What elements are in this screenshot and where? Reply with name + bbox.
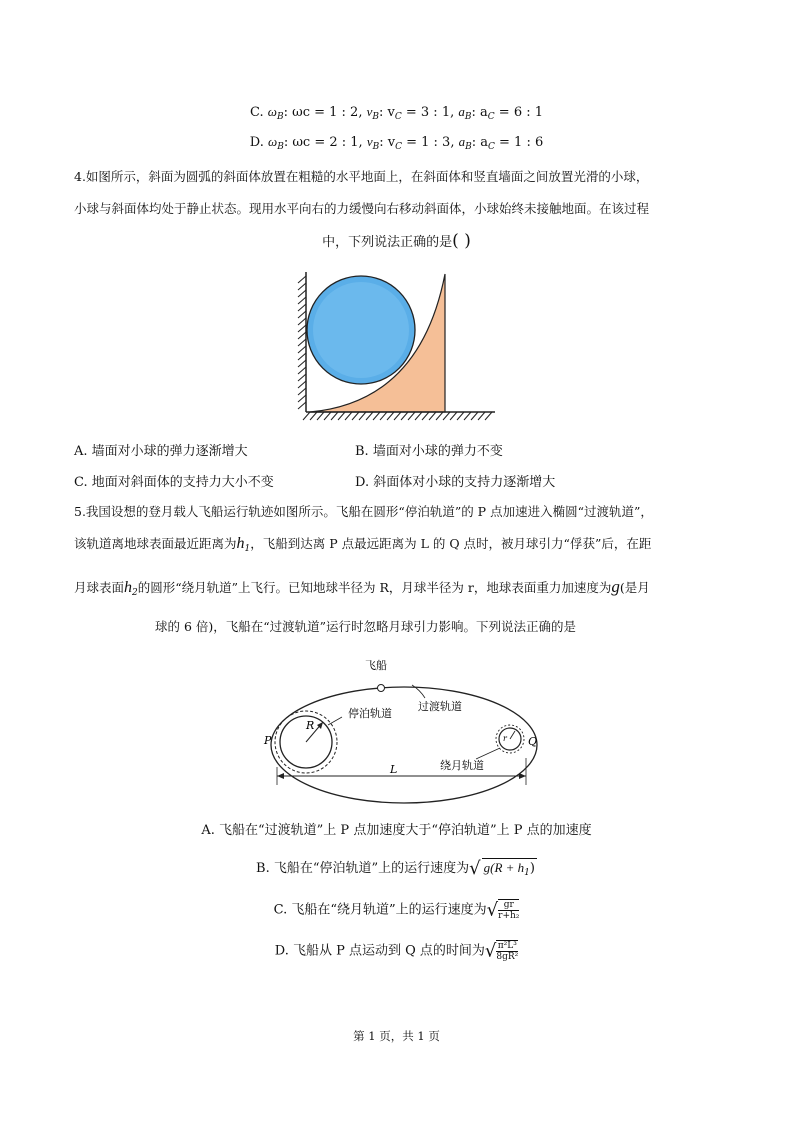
label-parking: 停泊轨道 [348,707,392,720]
label-P: P [264,734,272,747]
q4-stem-line3: 中，下列说法正确的是( ) [322,231,471,251]
label-R: R [306,719,315,732]
ground-hatch-mark [464,412,471,420]
ground-hatch-mark [415,412,422,420]
wall-hatch-mark [298,374,306,381]
ground-hatch-mark [387,412,394,420]
ground-hatch-mark [310,412,317,420]
wall-hatch-mark [298,325,306,332]
q5-option-d: D. 飞船从 P 点运动到 Q 点的时间为√ $\frac{\text{π²L³}}{\text{8gR²}}$ [274,940,519,962]
q4-stem-line1: 4.如图所示，斜面为圆弧的斜面体放置在粗糙的水平地面上，在斜面体和竖直墙面之间放置光滑的小球， [74,169,649,184]
ground-hatch-mark [331,412,338,420]
wall-hatch-mark [298,276,306,283]
q3-option-d: D. $\omega_B$: ωc = 2 : 1, $v_B$: $v_C = 1$ : 3, $a_B$: $a_C = 1$ : 6 [249,134,544,152]
ground-hatch-mark [303,412,310,420]
wall-hatch-mark [298,332,306,339]
ground-hatch-mark [324,412,331,420]
q5-stem-line2: 该轨道离地球表面最近距离为$h_1$，飞船到达离 P 点最远距离为 L 的 Q 点时，被月球引力“俘获”后，在距 [74,535,652,554]
label-lunar: 绕月轨道 [440,759,484,772]
wall-hatch-mark [298,318,306,325]
wall-hatch-mark [298,339,306,346]
page-footer: 第 1 页，共 1 页 [353,1029,440,1043]
ground-hatch-mark [345,412,352,420]
ground-hatch-mark [485,412,492,420]
wall-hatch-mark [298,283,306,290]
q5-option-a: A. 飞船在“过渡轨道”上 P 点加速度大于“停泊轨道”上 P 点的加速度 [201,823,592,838]
q5-option-c: C. 飞船在“绕月轨道”上的运行速度为√ $\frac{gr}{\text{r+h₂}}$ [273,899,520,921]
q4-option-a: A. 墙面对小球的弹力逐渐增大 [74,444,248,459]
label-ship: 飞船 [365,659,387,672]
q5-orbit-figure [260,655,550,807]
q5-stem-line1: 5.我国设想的登月载人飞船运行轨迹如图所示。飞船在圆形“停泊轨道”的 P 点加速进入椭圆“过渡轨道”， [74,504,653,519]
ground-hatch-mark [478,412,485,420]
wall-hatch-mark [298,297,306,304]
wall-hatch-mark [298,367,306,374]
ground-hatch-mark [408,412,415,420]
wall-hatch-mark [298,395,306,402]
ground-hatch-mark [401,412,408,420]
q4-option-c: C. 地面对斜面体的支持力大小不变 [74,475,274,490]
q5-stem-line3: 月球表面$h_2$的圆形“绕月轨道”上飞行。已知地球半径为 R，月球半径为 r，地球表面重力加速度为g(是月 [74,577,650,598]
label-transfer: 过渡轨道 [418,700,462,713]
wall-hatch-mark [298,402,306,409]
q5-option-b: B. 飞船在“停泊轨道”上的运行速度为√ $g(R + h_1)$ [0,858,793,882]
q4-figure [290,262,500,427]
wall-hatch-mark [298,346,306,353]
ship-marker [378,685,385,692]
ground-hatch-mark [450,412,457,420]
ground-hatch-mark [394,412,401,420]
wall-hatch-mark [298,290,306,297]
q3-option-c: C. $\omega_B$: ωc = 1 : 2, $v_B$: $v_C = 3$ : 1, $a_B$: $a_C = 6$ : 1 [250,104,543,122]
wall-hatch-mark [298,360,306,367]
ground-hatch-mark [457,412,464,420]
ground-hatch-mark [373,412,380,420]
ground-hatch-mark [366,412,373,420]
ground-hatch-mark [443,412,450,420]
ground-hatch-mark [422,412,429,420]
label-Q: Q [528,735,538,748]
ground-hatch-mark [338,412,345,420]
wall-hatch-mark [298,304,306,311]
ground-hatch-mark [436,412,443,420]
q4-option-b: B. 墙面对小球的弹力不变 [355,444,503,459]
wall-hatch-mark [298,381,306,388]
ground-hatch-mark [352,412,359,420]
label-r: r [503,734,507,743]
wall-hatch-mark [298,353,306,360]
wall-hatch-mark [298,388,306,395]
q4-stem-line2: 小球与斜面体均处于静止状态。现用水平向右的力缓慢向右移动斜面体，小球始终未接触地面。在该过程 [74,201,650,216]
q4-option-d: D. 斜面体对小球的支持力逐渐增大 [355,475,556,490]
ground-hatch-mark [317,412,324,420]
ground-hatch-mark [429,412,436,420]
ground-hatch-mark [359,412,366,420]
ground-hatch-mark [471,412,478,420]
q5-stem-line4: 球的 6 倍)，飞船在“过渡轨道”运行时忽略月球引力影响。下列说法正确的是 [155,619,577,634]
wall-hatch-mark [298,311,306,318]
label-L: L [390,763,398,776]
ground-hatch-mark [380,412,387,420]
